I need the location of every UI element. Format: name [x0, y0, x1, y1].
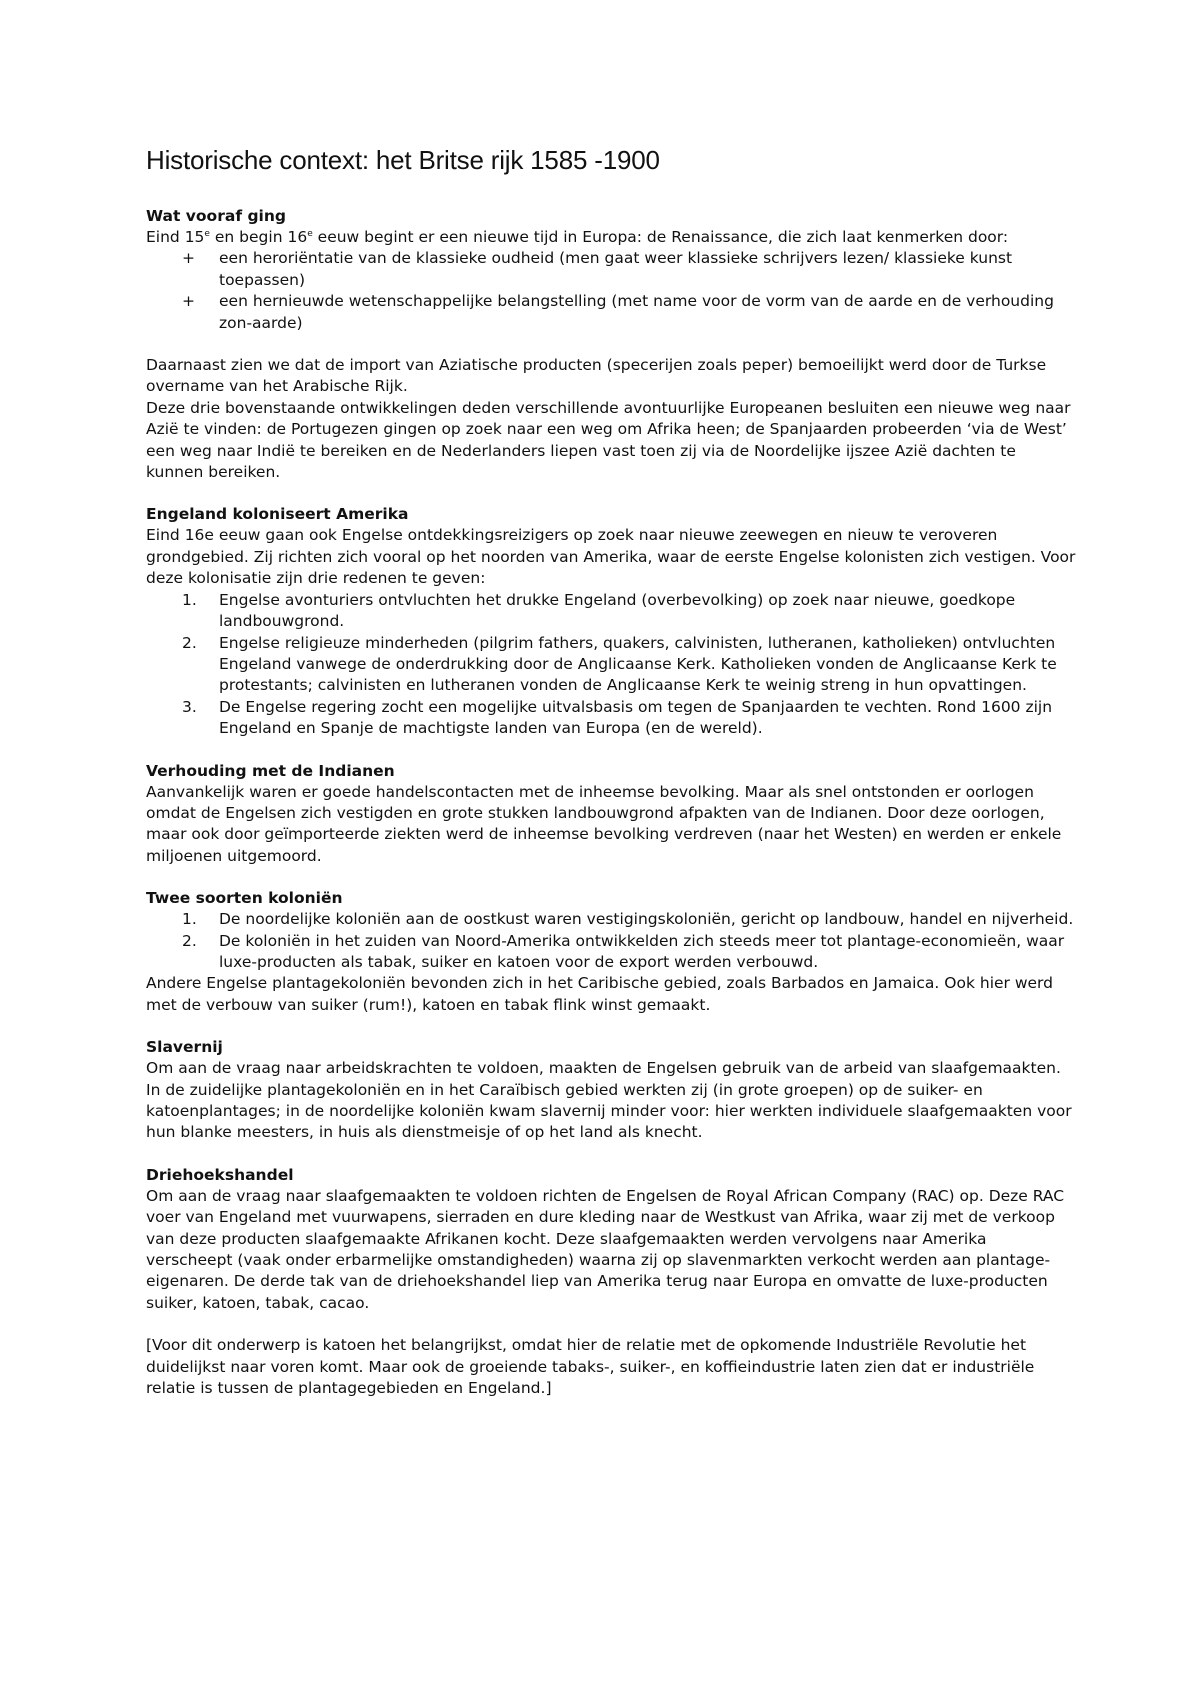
spacer [146, 1314, 1076, 1335]
section-heading: Twee soorten koloniën [146, 889, 343, 908]
list-number: 1. [182, 910, 197, 929]
list-item-text: De noordelijke koloniën aan de oostkust waren vestigingskoloniën, gericht op landbouw, handel en nijverheid. [219, 910, 1074, 929]
list-item-text: een hernieuwde wetenschappelijke belangstelling (met name voor de vorm van de aarde en de verhouding zon-aarde) [219, 292, 1054, 332]
paragraph: Om aan de vraag naar slaafgemaakten te voldoen richten de Engelsen de Royal African Company (RAC) op. Deze RAC voer van Engeland met vuurwapens, sierraden en dure kleding naar de Westkust van Afrika, waar zij met de verkoop van deze producten slaafgemaakte Afrikanen kocht. Deze slaafgemaakten werden vervolgens naar Amerika verscheept (vaak onder erbarmelijke omstandigheden) waarna zij op slavenmarkten verkocht werden aan plantage-eigenaren. De derde tak van de driehoekshandel liep van Amerika terug naar Europa en omvatte de luxe-producten suiker, katoen, tabak, cacao. [146, 1186, 1065, 1312]
paragraph: Eind 16e eeuw gaan ook Engelse ontdekkingsreizigers op zoek naar nieuwe zeewegen en nieuw te veroveren grondgebied. Zij richten zich vooral op het noorden van Amerika, waar de eerste Engelse kolonisten zich vestigen. Voor deze kolonisatie zijn drie redenen te geven: [146, 526, 1076, 588]
page-title: Historische context: het Britse rijk 1585 -1900 [146, 145, 660, 175]
paragraph: Om aan de vraag naar arbeidskrachten te voldoen, maakten de Engelsen gebruik van de arbeid van slaafgemaakten. In de zuidelijke plantagekoloniën en in het Caraïbisch gebied werkten zij (in grote groepen) op de suiker- en katoenplantages; in de noordelijke koloniën kwam slavernij minder voor: hier werkten individuele slaafgemaakten voor hun blanke meesters, in huis als dienstmeisje of op het land als knecht. [146, 1059, 1072, 1142]
spacer [146, 334, 1076, 355]
list-item [146, 248, 1076, 291]
list-item-text: een heroriëntatie van de klassieke oudheid (men gaat weer klassieke schrijvers lezen/ klassieke kunst toepassen) [219, 249, 1013, 289]
list-item-text: Engelse religieuze minderheden (pilgrim fathers, quakers, calvinisten, lutheranen, katholieken) ontvluchten Engeland vanwege de onderdrukking door de Anglicaanse Kerk. Katholieken vonden de Anglicaanse Kerk te protestants; calvinisten en lutheranen vonden de Anglicaanse Kerk te weinig streng in hun opvattingen. [219, 633, 1057, 695]
list-item-text: Engelse avonturiers ontvluchten het drukke Engeland (overbevolking) op zoek naar nieuwe, goedkope landbouwgrond. [219, 590, 1016, 631]
section-heading: Driehoekshandel [146, 1165, 294, 1184]
paragraph: Daarnaast zien we dat de import van Aziatische producten (specerijen zoals peper) bemoeilijkt werd door de Turkse overname van het Arabische Rijk. [146, 356, 1047, 396]
section-wat-vooraf-ging [146, 206, 1076, 483]
intro-text-c: eeuw begint er een nieuwe tijd in Europa: de Renaissance, die zich laat kenmerken door: [312, 228, 1009, 246]
paragraph: Andere Engelse plantagekoloniën bevonden zich in het Caribische gebied, zoals Barbados en Jamaica. Ook hier werd met de verbouw van suiker (rum!), katoen en tabak flink winst gemaakt. [146, 974, 1053, 1014]
paragraph: Deze drie bovenstaande ontwikkelingen deden verschillende avontuurlijke Europeanen besluiten een nieuwe weg naar Azië te vinden: de Portugezen gingen op zoek naar een weg om Afrika heen; de Spanjaarden probeerden ‘via de West’ een weg naar Indië te bereiken en de Nederlanders liepen vast toen zij via de Noordelijke ijszee Azië dachten te kunnen bereiken. [146, 398, 1071, 482]
intro-text-b: en begin 16 [209, 228, 308, 246]
list-number: 2. [182, 633, 197, 652]
bullet-marker: + [182, 292, 195, 311]
section-heading: Wat vooraf ging [146, 207, 286, 225]
section-engeland-koloniseert [146, 504, 1076, 739]
list-item [146, 697, 1076, 740]
section-verhouding-indianen [146, 761, 1076, 868]
list-item-text: De Engelse regering zocht een mogelijke uitvalsbasis om tegen de Spanjaarden te vechten. Rond 1600 zijn Engeland en Spanje de machtigste landen van Europa (en de wereld). [219, 697, 1053, 738]
section-heading: Verhouding met de Indianen [146, 761, 395, 780]
list-number: 2. [182, 931, 197, 950]
section-intro [146, 227, 1076, 248]
bracketed-note: [Voor dit onderwerp is katoen het belangrijkst, omdat hier de relatie met de opkomende Industriële Revolutie het duidelijkst naar voren komt. Maar ook de groeiende tabaks-, suiker-, en koffieindustrie laten zien dat er industriële relatie is tussen de plantagegebieden en Engeland.] [146, 1336, 1035, 1398]
numbered-list [146, 590, 1076, 740]
list-item [146, 931, 1076, 974]
intro-text-a: Eind 15 [146, 228, 205, 246]
paragraph: Aanvankelijk waren er goede handelscontacten met de inheemse bevolking. Maar als snel ontstonden er oorlogen omdat de Engelsen zich vestigden en grote stukken landbouwgrond afpakten van de Indianen. Door deze oorlogen, maar ook door geïmporteerde ziekten werd de inheemse bevolking verdreven (naar het Westen) en werden er enkele miljoenen uitgemoord. [146, 782, 1062, 865]
section-heading: Engeland koloniseert Amerika [146, 505, 409, 524]
list-number: 1. [182, 590, 197, 609]
section-slavernij [146, 1037, 1076, 1144]
list-item [146, 291, 1076, 334]
section-twee-soorten-kolonien [146, 888, 1076, 1016]
bullet-marker: + [182, 249, 195, 268]
numbered-list [146, 909, 1076, 973]
list-item [146, 633, 1076, 697]
section-driehoekshandel [146, 1165, 1076, 1400]
bullet-list [146, 248, 1076, 334]
list-item [146, 909, 1076, 930]
section-heading: Slavernij [146, 1038, 223, 1057]
list-item [146, 590, 1076, 633]
document-page [146, 140, 1076, 1420]
superscript: e [204, 229, 210, 239]
list-number: 3. [182, 697, 197, 716]
superscript: e [307, 229, 313, 239]
list-item-text: De koloniën in het zuiden van Noord-Amerika ontwikkelden zich steeds meer tot plantage-economieën, waar luxe-producten als tabak, suiker en katoen voor de export werden verbouwd. [219, 931, 1065, 971]
